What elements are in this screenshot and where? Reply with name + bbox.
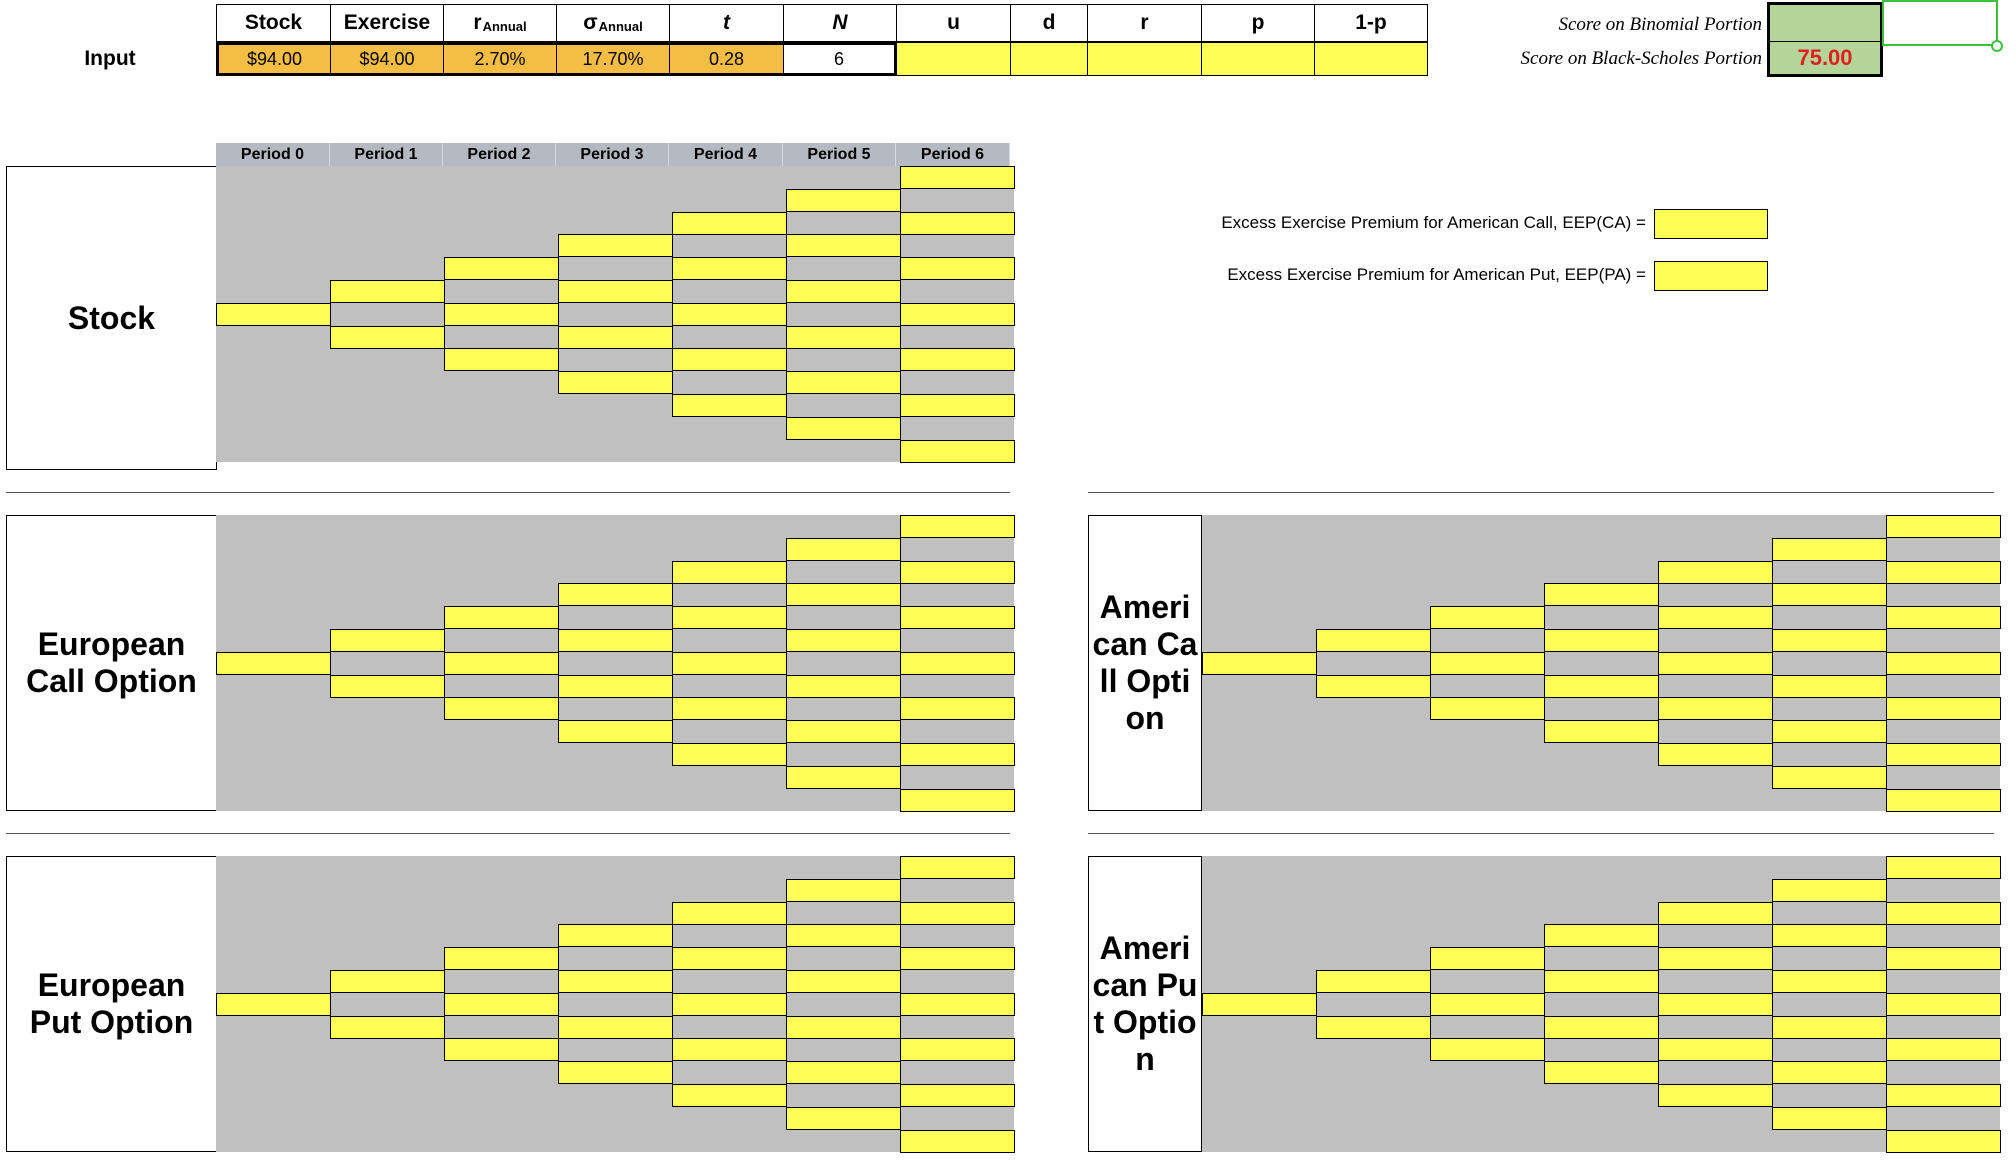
european-put-node[interactable] bbox=[330, 970, 445, 993]
american-put-node[interactable] bbox=[1544, 970, 1659, 993]
binomial-score-label: Score on Binomial Portion bbox=[1558, 14, 1762, 35]
european-put-node[interactable] bbox=[558, 1061, 673, 1084]
american-call-node[interactable] bbox=[1886, 789, 2001, 812]
eep-call-label: Excess Exercise Premium for American Call, EEP(CA) = bbox=[1221, 213, 1646, 232]
american-put-node[interactable] bbox=[1772, 970, 1887, 993]
european-put-node[interactable] bbox=[444, 1038, 559, 1061]
european-call-node[interactable] bbox=[558, 583, 673, 606]
binomial-score-value bbox=[1767, 2, 1883, 42]
european-put-node[interactable] bbox=[672, 1038, 787, 1061]
american-put-node[interactable] bbox=[1430, 947, 1545, 970]
european-put-node[interactable] bbox=[216, 993, 331, 1016]
american-put-node[interactable] bbox=[1772, 1107, 1887, 1130]
stock-node[interactable] bbox=[444, 303, 559, 326]
eep-call-input[interactable] bbox=[1654, 209, 1768, 239]
european-call-node[interactable] bbox=[786, 766, 901, 789]
separator-line bbox=[6, 833, 1010, 834]
european-call-node[interactable] bbox=[444, 652, 559, 675]
european-call-node[interactable] bbox=[558, 629, 673, 652]
european-put-node[interactable] bbox=[786, 1107, 901, 1130]
american-put-node[interactable] bbox=[1886, 1038, 2001, 1061]
stock-node[interactable] bbox=[786, 371, 901, 394]
american-put-node[interactable] bbox=[1544, 1016, 1659, 1039]
sigma-annual-input[interactable]: 17.70% bbox=[556, 42, 670, 76]
period-header-6: Period 6 bbox=[896, 143, 1010, 166]
american-put-node[interactable] bbox=[1772, 879, 1887, 902]
stock-node[interactable] bbox=[786, 326, 901, 349]
input-row-label: Input bbox=[84, 47, 136, 70]
european-put-node[interactable] bbox=[558, 970, 673, 993]
separator-line bbox=[1088, 492, 1994, 493]
period-header-0: Period 0 bbox=[216, 143, 330, 166]
t-input[interactable]: 0.28 bbox=[669, 42, 784, 76]
stock-node[interactable] bbox=[900, 394, 1015, 417]
n-input[interactable]: 6 bbox=[783, 42, 897, 76]
period-header-5: Period 5 bbox=[783, 143, 896, 166]
american-put-node[interactable] bbox=[1430, 1038, 1545, 1061]
d-input[interactable] bbox=[1010, 42, 1088, 76]
r-input[interactable] bbox=[1087, 42, 1202, 76]
header-stock: Stock bbox=[216, 4, 331, 42]
european-put-node[interactable] bbox=[786, 970, 901, 993]
stock-node[interactable] bbox=[558, 326, 673, 349]
stock-node[interactable] bbox=[786, 189, 901, 212]
european-put-node[interactable] bbox=[558, 924, 673, 947]
section-label-european-call: European Call Option bbox=[6, 515, 217, 811]
american-put-node[interactable] bbox=[1202, 993, 1317, 1016]
american-put-node[interactable] bbox=[1544, 1061, 1659, 1084]
header-d: d bbox=[1010, 4, 1088, 42]
stock-price-input[interactable]: $94.00 bbox=[216, 42, 331, 76]
european-call-node[interactable] bbox=[900, 561, 1015, 584]
p-input[interactable] bbox=[1201, 42, 1315, 76]
european-put-node[interactable] bbox=[900, 1038, 1015, 1061]
european-call-node[interactable] bbox=[330, 629, 445, 652]
american-call-node[interactable] bbox=[1886, 652, 2001, 675]
european-put-node[interactable] bbox=[672, 902, 787, 925]
european-call-node[interactable] bbox=[672, 652, 787, 675]
american-call-node[interactable] bbox=[1886, 697, 2001, 720]
european-put-node[interactable] bbox=[786, 879, 901, 902]
period-header-2: Period 2 bbox=[443, 143, 556, 166]
european-call-node[interactable] bbox=[900, 743, 1015, 766]
period-header-1: Period 1 bbox=[330, 143, 443, 166]
american-call-node[interactable] bbox=[1772, 538, 1887, 561]
european-call-node[interactable] bbox=[900, 789, 1015, 812]
r-annual-input[interactable]: 2.70% bbox=[443, 42, 557, 76]
selected-cell[interactable] bbox=[1882, 0, 1998, 46]
american-put-node[interactable] bbox=[1886, 1084, 2001, 1107]
stock-node[interactable] bbox=[900, 257, 1015, 280]
american-put-node[interactable] bbox=[1316, 970, 1431, 993]
european-put-node[interactable] bbox=[786, 1016, 901, 1039]
european-call-node[interactable] bbox=[672, 561, 787, 584]
american-put-node[interactable] bbox=[1886, 856, 2001, 879]
european-call-node[interactable] bbox=[330, 675, 445, 698]
american-call-node[interactable] bbox=[1658, 606, 1773, 629]
stock-node[interactable] bbox=[900, 440, 1015, 463]
header-one-minus-p: 1-p bbox=[1314, 4, 1428, 42]
european-call-node[interactable] bbox=[900, 606, 1015, 629]
header-exercise: Exercise bbox=[330, 4, 444, 42]
european-call-node[interactable] bbox=[444, 697, 559, 720]
european-call-node[interactable] bbox=[786, 720, 901, 743]
period-header-3: Period 3 bbox=[556, 143, 669, 166]
european-call-node[interactable] bbox=[786, 583, 901, 606]
header-p: p bbox=[1201, 4, 1315, 42]
european-call-node[interactable] bbox=[672, 697, 787, 720]
american-call-node[interactable] bbox=[1202, 652, 1317, 675]
stock-node[interactable] bbox=[900, 212, 1015, 235]
american-put-node[interactable] bbox=[1886, 902, 2001, 925]
stock-node[interactable] bbox=[786, 417, 901, 440]
stock-node[interactable] bbox=[330, 326, 445, 349]
european-put-node[interactable] bbox=[786, 924, 901, 947]
american-call-node[interactable] bbox=[1544, 629, 1659, 652]
american-call-node[interactable] bbox=[1430, 652, 1545, 675]
section-label-american-call: Ameri can Call Option bbox=[1088, 515, 1202, 811]
european-call-node[interactable] bbox=[558, 675, 673, 698]
stock-node[interactable] bbox=[558, 280, 673, 303]
stock-node[interactable] bbox=[558, 371, 673, 394]
stock-node[interactable] bbox=[672, 303, 787, 326]
stock-node[interactable] bbox=[444, 348, 559, 371]
american-call-node[interactable] bbox=[1316, 629, 1431, 652]
american-put-node[interactable] bbox=[1772, 1016, 1887, 1039]
european-call-node[interactable] bbox=[558, 720, 673, 743]
american-call-node[interactable] bbox=[1658, 652, 1773, 675]
european-call-node[interactable] bbox=[672, 743, 787, 766]
european-put-node[interactable] bbox=[672, 1084, 787, 1107]
stock-node[interactable] bbox=[786, 280, 901, 303]
american-put-node[interactable] bbox=[1772, 924, 1887, 947]
american-put-node[interactable] bbox=[1658, 1038, 1773, 1061]
exercise-price-input[interactable]: $94.00 bbox=[330, 42, 444, 76]
header-u: u bbox=[896, 4, 1011, 42]
american-put-node[interactable] bbox=[1544, 924, 1659, 947]
header-sigma-annual: σ Annual bbox=[556, 4, 670, 42]
european-put-node[interactable] bbox=[900, 902, 1015, 925]
european-call-node[interactable] bbox=[900, 697, 1015, 720]
european-call-node[interactable] bbox=[216, 652, 331, 675]
european-put-node[interactable] bbox=[444, 993, 559, 1016]
european-put-node[interactable] bbox=[330, 1016, 445, 1039]
one-minus-p-input[interactable] bbox=[1314, 42, 1428, 76]
european-call-node[interactable] bbox=[900, 652, 1015, 675]
european-call-node[interactable] bbox=[786, 538, 901, 561]
stock-node[interactable] bbox=[558, 234, 673, 257]
u-input[interactable] bbox=[896, 42, 1011, 76]
eep-put-input[interactable] bbox=[1654, 261, 1768, 291]
section-label-american-put: Ameri can Put Option bbox=[1088, 856, 1202, 1152]
section-label-european-put: European Put Option bbox=[6, 856, 217, 1152]
american-call-node[interactable] bbox=[1658, 561, 1773, 584]
american-call-node[interactable] bbox=[1772, 720, 1887, 743]
stock-node[interactable] bbox=[900, 348, 1015, 371]
american-call-node[interactable] bbox=[1886, 743, 2001, 766]
stock-node[interactable] bbox=[330, 280, 445, 303]
eep-put-label: Excess Exercise Premium for American Put, EEP(PA) = bbox=[1227, 265, 1646, 284]
american-call-node[interactable] bbox=[1658, 697, 1773, 720]
american-put-node[interactable] bbox=[1772, 1061, 1887, 1084]
european-put-node[interactable] bbox=[900, 856, 1015, 879]
american-call-node[interactable] bbox=[1886, 561, 2001, 584]
american-put-node[interactable] bbox=[1886, 947, 2001, 970]
european-call-node[interactable] bbox=[786, 629, 901, 652]
american-call-node[interactable] bbox=[1544, 583, 1659, 606]
header-r: r bbox=[1087, 4, 1202, 42]
stock-node[interactable] bbox=[672, 394, 787, 417]
stock-node[interactable] bbox=[672, 257, 787, 280]
european-call-node[interactable] bbox=[444, 606, 559, 629]
stock-node[interactable] bbox=[672, 212, 787, 235]
european-call-node[interactable] bbox=[786, 675, 901, 698]
american-put-node[interactable] bbox=[1658, 902, 1773, 925]
european-put-node[interactable] bbox=[672, 947, 787, 970]
american-call-node[interactable] bbox=[1544, 675, 1659, 698]
american-call-node[interactable] bbox=[1772, 675, 1887, 698]
american-call-node[interactable] bbox=[1658, 743, 1773, 766]
american-call-node[interactable] bbox=[1430, 606, 1545, 629]
separator-line bbox=[6, 492, 1010, 493]
stock-node[interactable] bbox=[444, 257, 559, 280]
american-put-node[interactable] bbox=[1316, 1016, 1431, 1039]
european-put-node[interactable] bbox=[900, 947, 1015, 970]
american-call-node[interactable] bbox=[1886, 606, 2001, 629]
black-scholes-score-value: 75.00 bbox=[1767, 41, 1883, 77]
american-call-node[interactable] bbox=[1772, 583, 1887, 606]
american-put-node[interactable] bbox=[1658, 947, 1773, 970]
european-put-node[interactable] bbox=[900, 993, 1015, 1016]
stock-node[interactable] bbox=[786, 234, 901, 257]
american-call-node[interactable] bbox=[1430, 697, 1545, 720]
section-label-stock: Stock bbox=[6, 166, 217, 470]
separator-line bbox=[1088, 833, 1994, 834]
stock-node[interactable] bbox=[672, 348, 787, 371]
american-put-node[interactable] bbox=[1886, 993, 2001, 1016]
american-call-node[interactable] bbox=[1772, 766, 1887, 789]
header-n: N bbox=[783, 4, 897, 42]
european-call-node[interactable] bbox=[672, 606, 787, 629]
stock-node[interactable] bbox=[900, 166, 1015, 189]
stock-node[interactable] bbox=[216, 303, 331, 326]
american-call-node[interactable] bbox=[1316, 675, 1431, 698]
period-header-4: Period 4 bbox=[669, 143, 783, 166]
american-call-node[interactable] bbox=[1886, 515, 2001, 538]
european-put-node[interactable] bbox=[900, 1084, 1015, 1107]
european-put-node[interactable] bbox=[900, 1130, 1015, 1153]
european-put-node[interactable] bbox=[672, 993, 787, 1016]
selection-handle[interactable] bbox=[1991, 40, 2003, 52]
european-call-node[interactable] bbox=[900, 515, 1015, 538]
american-put-node[interactable] bbox=[1886, 1130, 2001, 1153]
black-scholes-score-label: Score on Black-Scholes Portion bbox=[1520, 48, 1762, 69]
european-put-node[interactable] bbox=[786, 1061, 901, 1084]
american-put-node[interactable] bbox=[1658, 993, 1773, 1016]
american-put-node[interactable] bbox=[1658, 1084, 1773, 1107]
european-put-node[interactable] bbox=[558, 1016, 673, 1039]
american-put-node[interactable] bbox=[1430, 993, 1545, 1016]
stock-node[interactable] bbox=[900, 303, 1015, 326]
header-t: t bbox=[669, 4, 784, 42]
european-put-node[interactable] bbox=[444, 947, 559, 970]
american-call-node[interactable] bbox=[1772, 629, 1887, 652]
american-call-node[interactable] bbox=[1544, 720, 1659, 743]
header-r-annual: r Annual bbox=[443, 4, 557, 42]
